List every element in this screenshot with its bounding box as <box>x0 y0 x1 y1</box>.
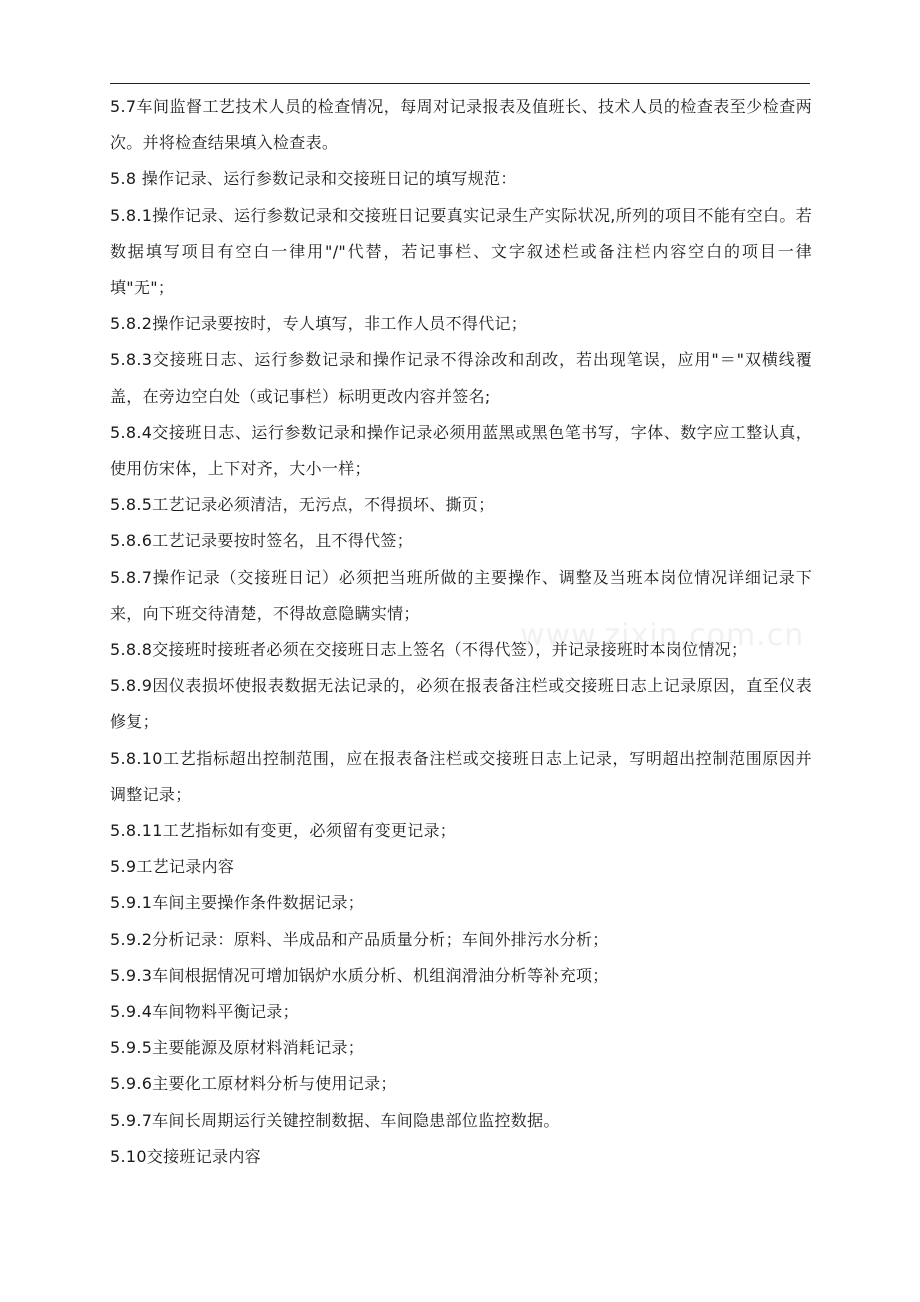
watermark: www.zixin.com.cn <box>520 618 805 653</box>
paragraph-5-8-4: 5.8.4交接班日志、运行参数记录和操作记录必须用蓝黑或黑色笔书写，字体、数字应工整认真，使用仿宋体，上下对齐，大小一样； <box>110 422 812 479</box>
paragraph-5-8-6: 5.8.6工艺记录要按时签名，且不得代签； <box>110 531 414 551</box>
paragraph-5-9-3: 5.9.3车间根据情况可增加锅炉水质分析、机组润滑油分析等补充项； <box>110 965 609 985</box>
paragraph-5-9-1: 5.9.1车间主要操作条件数据记录； <box>110 893 365 913</box>
paragraph-5-8-11: 5.8.11工艺指标如有变更，必须留有变更记录； <box>110 821 457 841</box>
paragraph-5-8-5: 5.8.5工艺记录必须清洁，无污点，不得损坏、撕页； <box>110 495 495 515</box>
header-rule <box>110 83 810 84</box>
paragraph-5-8-1: 5.8.1操作记录、运行参数记录和交接班日记要真实记录生产实际状况,所列的项目不能有空白。若数据填写项目有空白一律用"/"代替，若记事栏、文字叙述栏或备注栏内容空白的项目一律填"无"； <box>110 205 812 298</box>
paragraph-5-8-9: 5.8.9因仪表损坏使报表数据无法记录的，必须在报表备注栏或交接班日志上记录原因，直至仪表修复； <box>110 676 812 732</box>
paragraph-5-8-7: 5.8.7操作记录（交接班日记）必须把当班所做的主要操作、调整及当班本岗位情况详细记录下来，向下班交待清楚，不得故意隐瞒实情； <box>110 567 812 623</box>
paragraph-5-8-10: 5.8.10工艺指标超出控制范围，应在报表备注栏或交接班日志上记录，写明超出控制范围原因并调整记录； <box>110 748 812 804</box>
paragraph-5-8-3: 5.8.3交接班日志、运行参数记录和操作记录不得涂改和刮改，若出现笔误，应用"＝"双横线覆盖，在旁边空白处（或记事栏）标明更改内容并签名; <box>110 350 812 406</box>
document-body <box>110 89 812 1175</box>
paragraph-5-9-5: 5.9.5主要能源及原材料消耗记录； <box>110 1038 365 1058</box>
paragraph-5-9-6: 5.9.6主要化工原材料分析与使用记录； <box>110 1074 397 1094</box>
paragraph-5-9-7: 5.9.7车间长周期运行关键控制数据、车间隐患部位监控数据。 <box>110 1110 560 1130</box>
paragraph-5-7: 5.7车间监督工艺技术人员的检查情况，每周对记录报表及值班长、技术人员的检查表至少检查两次。并将检查结果填入检查表。 <box>110 97 812 153</box>
paragraph-5-9-2: 5.9.2分析记录：原料、半成品和产品质量分析；车间外排污水分析； <box>110 929 609 949</box>
paragraph-5-10: 5.10交接班记录内容 <box>110 1146 261 1166</box>
paragraph-5-9-4: 5.9.4车间物料平衡记录； <box>110 1002 299 1022</box>
paragraph-5-8: 5.8 操作记录、运行参数记录和交接班日记的填写规范： <box>110 169 517 189</box>
paragraph-5-9: 5.9工艺记录内容 <box>110 857 235 877</box>
paragraph-5-8-2: 5.8.2操作记录要按时，专人填写，非工作人员不得代记； <box>110 314 528 334</box>
paragraph-5-8-8: 5.8.8交接班时接班者必须在交接班日志上签名（不得代签），并记录接班时本岗位情况； <box>110 640 748 660</box>
